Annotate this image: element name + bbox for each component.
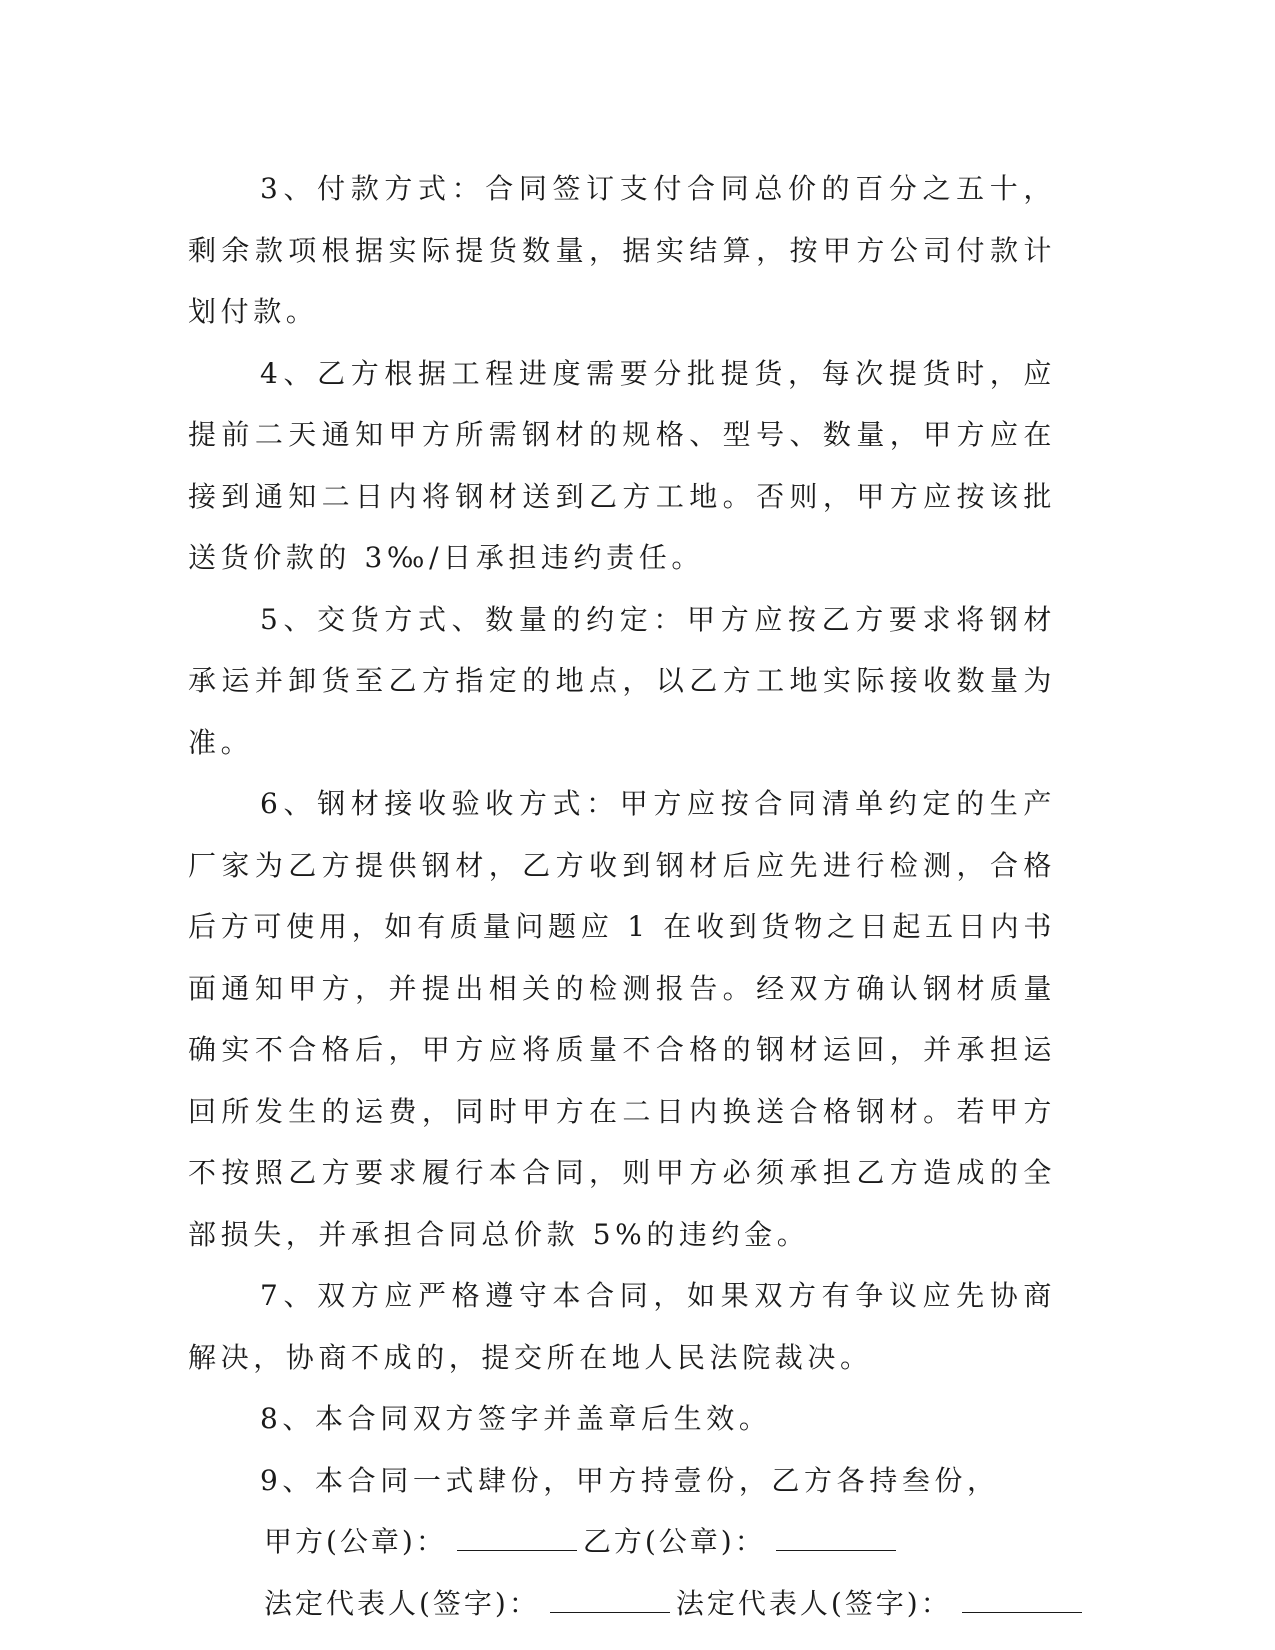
clause-9: 9、本合同一式肆份，甲方持壹份，乙方各持叁份， [260,1463,1000,1497]
party-a-rep-blank [550,1588,670,1613]
party-a-seal-label: 甲方(公章)： [264,1525,447,1558]
clause-3: 3、付款方式：合同签订支付合同总价的百分之五十，剩余款项根据实际提货数量，据实结算，按甲方公司付款计划付款。 [188,172,1056,328]
clause-7: 7、双方应严格遵守本合同，如果双方有争议应先协商解决，协商不成的，提交所在地人民法院裁决。 [188,1279,1056,1374]
clause-5: 5、交货方式、数量的约定：甲方应按乙方要求将钢材承运并卸货至乙方指定的地点，以乙方工地实际接收数量为准。 [188,602,1056,759]
party-b-seal-blank [776,1526,896,1551]
party-b-rep-label: 法定代表人(签字)： [675,1586,952,1620]
party-a-rep-label: 法定代表人(签字)： [264,1586,540,1620]
party-b-seal-label: 乙方(公章)： [582,1525,766,1558]
party-a-seal-blank [457,1526,577,1551]
clause-4: 4、乙方根据工程进度需要分批提货，每次提货时，应提前二天通知甲方所需钢材的规格、型号、数量，甲方应在接到通知二日内将钢材送到乙方工地。否则，甲方应按该批送货价款的 3‰/日承担违约责任。 [188,356,1056,574]
party-b-rep-blank [962,1588,1082,1613]
clause-8: 8、本合同双方签字并盖章后生效。 [260,1402,772,1435]
seal-row [188,1511,1056,1573]
clause-6: 6、钢材接收验收方式：甲方应按合同清单约定的生产厂家为乙方提供钢材，乙方收到钢材后应先进行检测，合格后方可使用，如有质量问题应 1 在收到货物之日起五日内书面通知甲方，并提出相关的检测报告。经双方确认钢材质量确实不合格后，甲方应将质量不合格的钢材运回，并承担运回所发生的运费，同时甲方在二日内换送合格钢材。若甲方不按照乙方要求履行本合同，则甲方必须承担乙方造成的全部损失，并承担合同总价款 5%的违约金。 [188,787,1056,1251]
representative-row [188,1573,1056,1635]
contract-page [188,158,1056,1634]
